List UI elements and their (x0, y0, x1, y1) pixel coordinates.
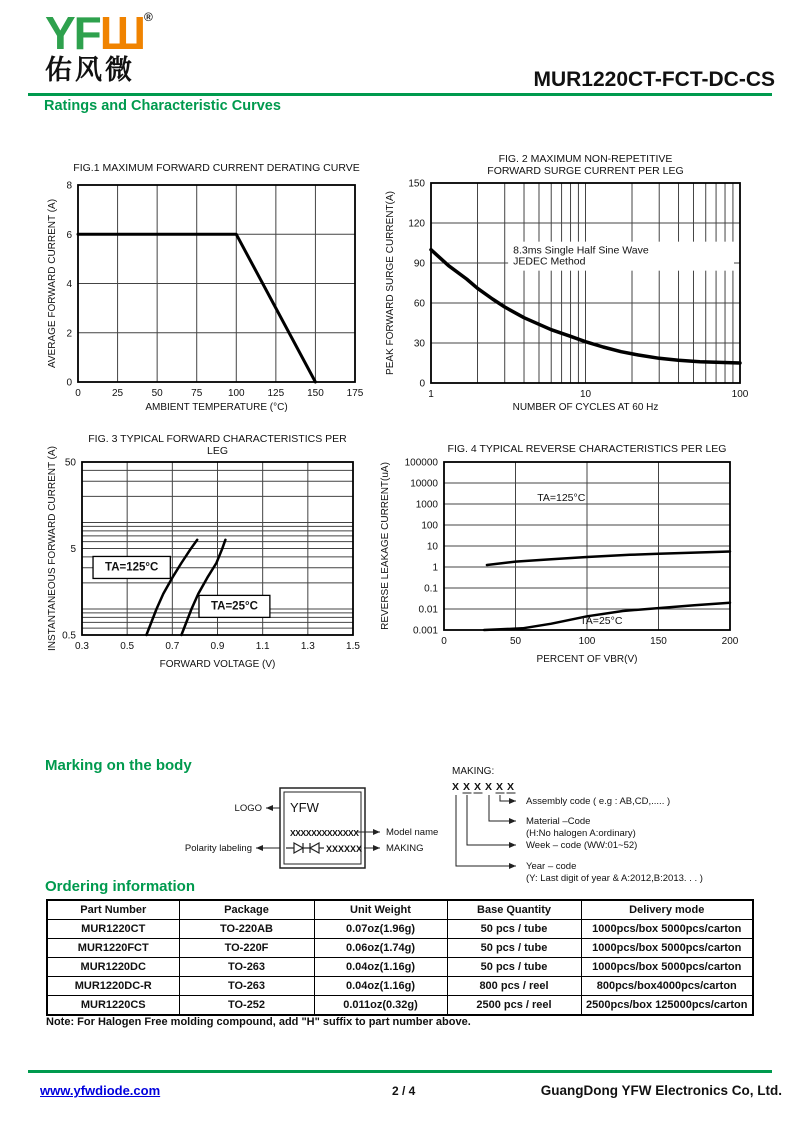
svg-text:X: X (507, 781, 515, 793)
chart-title: FIG. 3 TYPICAL FORWARD CHARACTERISTICS PER (88, 433, 347, 445)
svg-text:0.5: 0.5 (62, 630, 76, 642)
svg-text:150: 150 (650, 636, 667, 647)
table-cell: TO-263 (179, 958, 314, 977)
y-axis-label: INSTANTANEOUS FORWARD CURRENT (A) (47, 445, 58, 652)
x-axis-label: AMBIENT TEMPERATURE (°C) (145, 402, 288, 413)
table-cell: TO-220F (179, 939, 314, 958)
series-curve (146, 540, 197, 635)
svg-text:4: 4 (66, 279, 72, 290)
chart-fig1-derating-curve (40, 155, 400, 420)
y-axis-label: PEAK FORWARD SURGE CURRENT(A) (385, 191, 396, 375)
chart-fig4-reverse-characteristics (380, 438, 790, 678)
svg-text:JEDEC Method: JEDEC Method (513, 255, 586, 268)
table-cell: TO-263 (179, 977, 314, 996)
curve-label: TA=25°C (210, 600, 258, 613)
svg-text:5: 5 (70, 544, 76, 555)
svg-text:X: X (496, 781, 504, 793)
table-row (47, 920, 753, 939)
svg-text:125: 125 (267, 388, 285, 399)
table-cell: MUR1220DC (47, 958, 179, 977)
svg-text:0.9: 0.9 (210, 641, 225, 652)
marking-making-placeholder: XXXXXX (326, 844, 363, 854)
svg-text:60: 60 (413, 298, 425, 310)
year-code-label: Year – code (526, 861, 577, 872)
table-row (47, 958, 753, 977)
svg-text:1: 1 (428, 389, 434, 400)
svg-text:50: 50 (509, 636, 522, 647)
y-axis-label: REVERSE LEAKAGE CURRENT(uA) (380, 462, 391, 630)
svg-text:0.3: 0.3 (75, 641, 89, 652)
ordering-table (46, 899, 754, 1016)
x-axis-label: NUMBER OF CYCLES AT 60 Hz (512, 402, 659, 413)
table-cell: 0.04oz(1.16g) (314, 977, 447, 996)
material-code-arrow (489, 795, 516, 821)
chart-title: FORWARD SURGE CURRENT PER LEG (487, 165, 684, 177)
table-cell: 50 pcs / tube (447, 958, 581, 977)
logo-chinese-name: 佑风微 (45, 55, 135, 85)
halogen-note: Note: For Halogen Free molding compound, add "H" suffix to part number above. (46, 1016, 471, 1028)
table-cell: TO-220AB (179, 920, 314, 939)
svg-text:90: 90 (413, 258, 425, 270)
marking-diagram (180, 760, 790, 900)
svg-text:200: 200 (721, 636, 739, 647)
header-logo (45, 7, 153, 86)
svg-text:120: 120 (408, 218, 425, 230)
ordering-section-title: Ordering information (45, 878, 195, 895)
svg-text:100: 100 (227, 388, 245, 399)
polarity-callout-label: Polarity labeling (184, 843, 252, 854)
svg-text:175: 175 (346, 388, 364, 399)
svg-text:1.3: 1.3 (300, 641, 315, 652)
table-cell: 50 pcs / tube (447, 920, 581, 939)
table-cell: 1000pcs/box 5000pcs/carton (581, 920, 753, 939)
header-rule (28, 93, 772, 96)
svg-text:10000: 10000 (410, 478, 438, 490)
svg-text:0: 0 (419, 378, 425, 390)
registered-trademark-icon: ® (144, 10, 153, 24)
chart-fig3-forward-characteristics (40, 432, 400, 680)
curve-label: TA=25°C (580, 614, 623, 627)
table-cell: 1000pcs/box 5000pcs/carton (581, 958, 753, 977)
column-header: Base Quantity (447, 900, 581, 920)
svg-text:X: X (452, 781, 460, 793)
x-axis-label: PERCENT OF VBR(V) (536, 654, 638, 665)
part-number-title: MUR1220CT-FCT-DC-CS (533, 68, 775, 91)
svg-text:0.5: 0.5 (120, 641, 135, 652)
svg-text:0: 0 (441, 636, 447, 647)
footer-rule (28, 1070, 772, 1073)
website-link[interactable]: www.yfwdiode.com (40, 1083, 161, 1098)
svg-text:1000: 1000 (415, 499, 438, 511)
table-cell: MUR1220CS (47, 996, 179, 1016)
making-title: MAKING: (452, 766, 495, 777)
making-callout-label: MAKING (386, 843, 424, 854)
chart-title: FIG. 2 MAXIMUM NON-REPETITIVE (498, 153, 673, 165)
y-axis-label: AVERAGE FORWARD CURRENT (A) (47, 198, 58, 369)
svg-text:25: 25 (112, 388, 124, 399)
making-code-letters (452, 781, 516, 793)
curve-label: TA=125°C (537, 492, 586, 505)
table-cell: 2500 pcs / reel (447, 996, 581, 1016)
svg-text:8: 8 (66, 180, 72, 192)
column-header: Delivery mode (581, 900, 753, 920)
svg-text:2: 2 (66, 328, 72, 340)
column-header: Package (179, 900, 314, 920)
svg-text:6: 6 (66, 229, 72, 241)
svg-text:1.1: 1.1 (255, 641, 270, 652)
table-cell: 800 pcs / reel (447, 977, 581, 996)
svg-text:1.5: 1.5 (346, 641, 360, 652)
table-cell: 0.06oz(1.74g) (314, 939, 447, 958)
column-header: Unit Weight (314, 900, 447, 920)
table-cell: MUR1220FCT (47, 939, 179, 958)
table-row (47, 977, 753, 996)
chart-title: FIG. 4 TYPICAL REVERSE CHARACTERISTICS PER LEG (447, 443, 727, 455)
svg-text:100: 100 (421, 520, 438, 532)
table-cell: 0.011oz(0.32g) (314, 996, 447, 1016)
svg-text:100000: 100000 (404, 457, 438, 469)
company-name: GuangDong YFW Electronics Co, Ltd. (540, 1083, 782, 1098)
model-callout-label: Model name (386, 827, 439, 838)
svg-text:10: 10 (579, 389, 592, 400)
ratings-section-title: Ratings and Characteristic Curves (44, 98, 281, 114)
svg-text:0.01: 0.01 (418, 604, 438, 616)
svg-text:10: 10 (426, 541, 438, 553)
marking-model-placeholder: XXXXXXXXXXXXX (290, 828, 359, 838)
table-cell: 0.04oz(1.16g) (314, 958, 447, 977)
marking-section-title: Marking on the body (45, 757, 192, 774)
week-code-arrow (467, 795, 516, 845)
logo-callout-label: LOGO (234, 803, 262, 814)
logo-wordmark (45, 7, 153, 59)
svg-text:30: 30 (413, 338, 425, 350)
svg-text:0.1: 0.1 (424, 583, 438, 595)
week-code-label: Week – code (WW:01~52) (526, 840, 638, 851)
svg-text:100: 100 (578, 636, 596, 647)
chart-fig2-surge-current (384, 150, 790, 415)
material-code-label: Material –Code (526, 816, 591, 827)
ordering-table-header-row (47, 900, 753, 920)
table-cell: 50 pcs / tube (447, 939, 581, 958)
svg-text:0.7: 0.7 (165, 641, 180, 652)
table-cell: 0.07oz(1.96g) (314, 920, 447, 939)
svg-text:X: X (474, 781, 482, 793)
chart-title: LEG (206, 445, 229, 457)
logo-w-glyph: Ш (99, 7, 145, 59)
diode-polarity-icon (286, 843, 324, 853)
svg-text:50: 50 (64, 457, 76, 469)
svg-text:8.3ms Single Half Sine Wave: 8.3ms Single Half Sine Wave (513, 244, 649, 257)
material-code-sub: (H:No halogen A:ordinary) (526, 828, 636, 839)
svg-text:0: 0 (75, 388, 81, 399)
column-header: Part Number (47, 900, 179, 920)
table-cell: TO-252 (179, 996, 314, 1016)
svg-text:75: 75 (191, 388, 203, 399)
svg-text:150: 150 (408, 178, 425, 190)
svg-text:0: 0 (66, 377, 72, 389)
svg-text:X: X (485, 781, 493, 793)
svg-text:0.001: 0.001 (412, 625, 438, 637)
assembly-code-arrow (500, 795, 516, 801)
curve-label: TA=125°C (105, 561, 159, 574)
svg-text:150: 150 (307, 388, 324, 399)
table-cell: 1000pcs/box 5000pcs/carton (581, 939, 753, 958)
series-curve (487, 552, 730, 566)
year-code-sub: (Y: Last digit of year & A:2012,B:2013. . . ) (526, 873, 703, 884)
logo-yf-text: YF (45, 7, 100, 59)
svg-text:X: X (463, 781, 471, 793)
svg-text:1: 1 (432, 562, 438, 574)
ordering-table-body (47, 920, 753, 1016)
table-row (47, 996, 753, 1016)
marking-box-logo-text: YFW (290, 800, 319, 815)
svg-text:50: 50 (151, 388, 163, 399)
table-cell: 2500pcs/box 125000pcs/carton (581, 996, 753, 1016)
table-cell: MUR1220CT (47, 920, 179, 939)
assembly-code-label: Assembly code ( e.g : AB,CD,..... ) (526, 796, 671, 807)
table-cell: MUR1220DC-R (47, 977, 179, 996)
table-cell: 800pcs/box4000pcs/carton (581, 977, 753, 996)
page-number: 2 / 4 (392, 1084, 416, 1098)
table-row (47, 939, 753, 958)
chart-title: FIG.1 MAXIMUM FORWARD CURRENT DERATING CURVE (73, 162, 360, 174)
svg-text:100: 100 (731, 389, 749, 400)
x-axis-label: FORWARD VOLTAGE (V) (159, 659, 276, 670)
year-code-arrow (456, 795, 516, 866)
